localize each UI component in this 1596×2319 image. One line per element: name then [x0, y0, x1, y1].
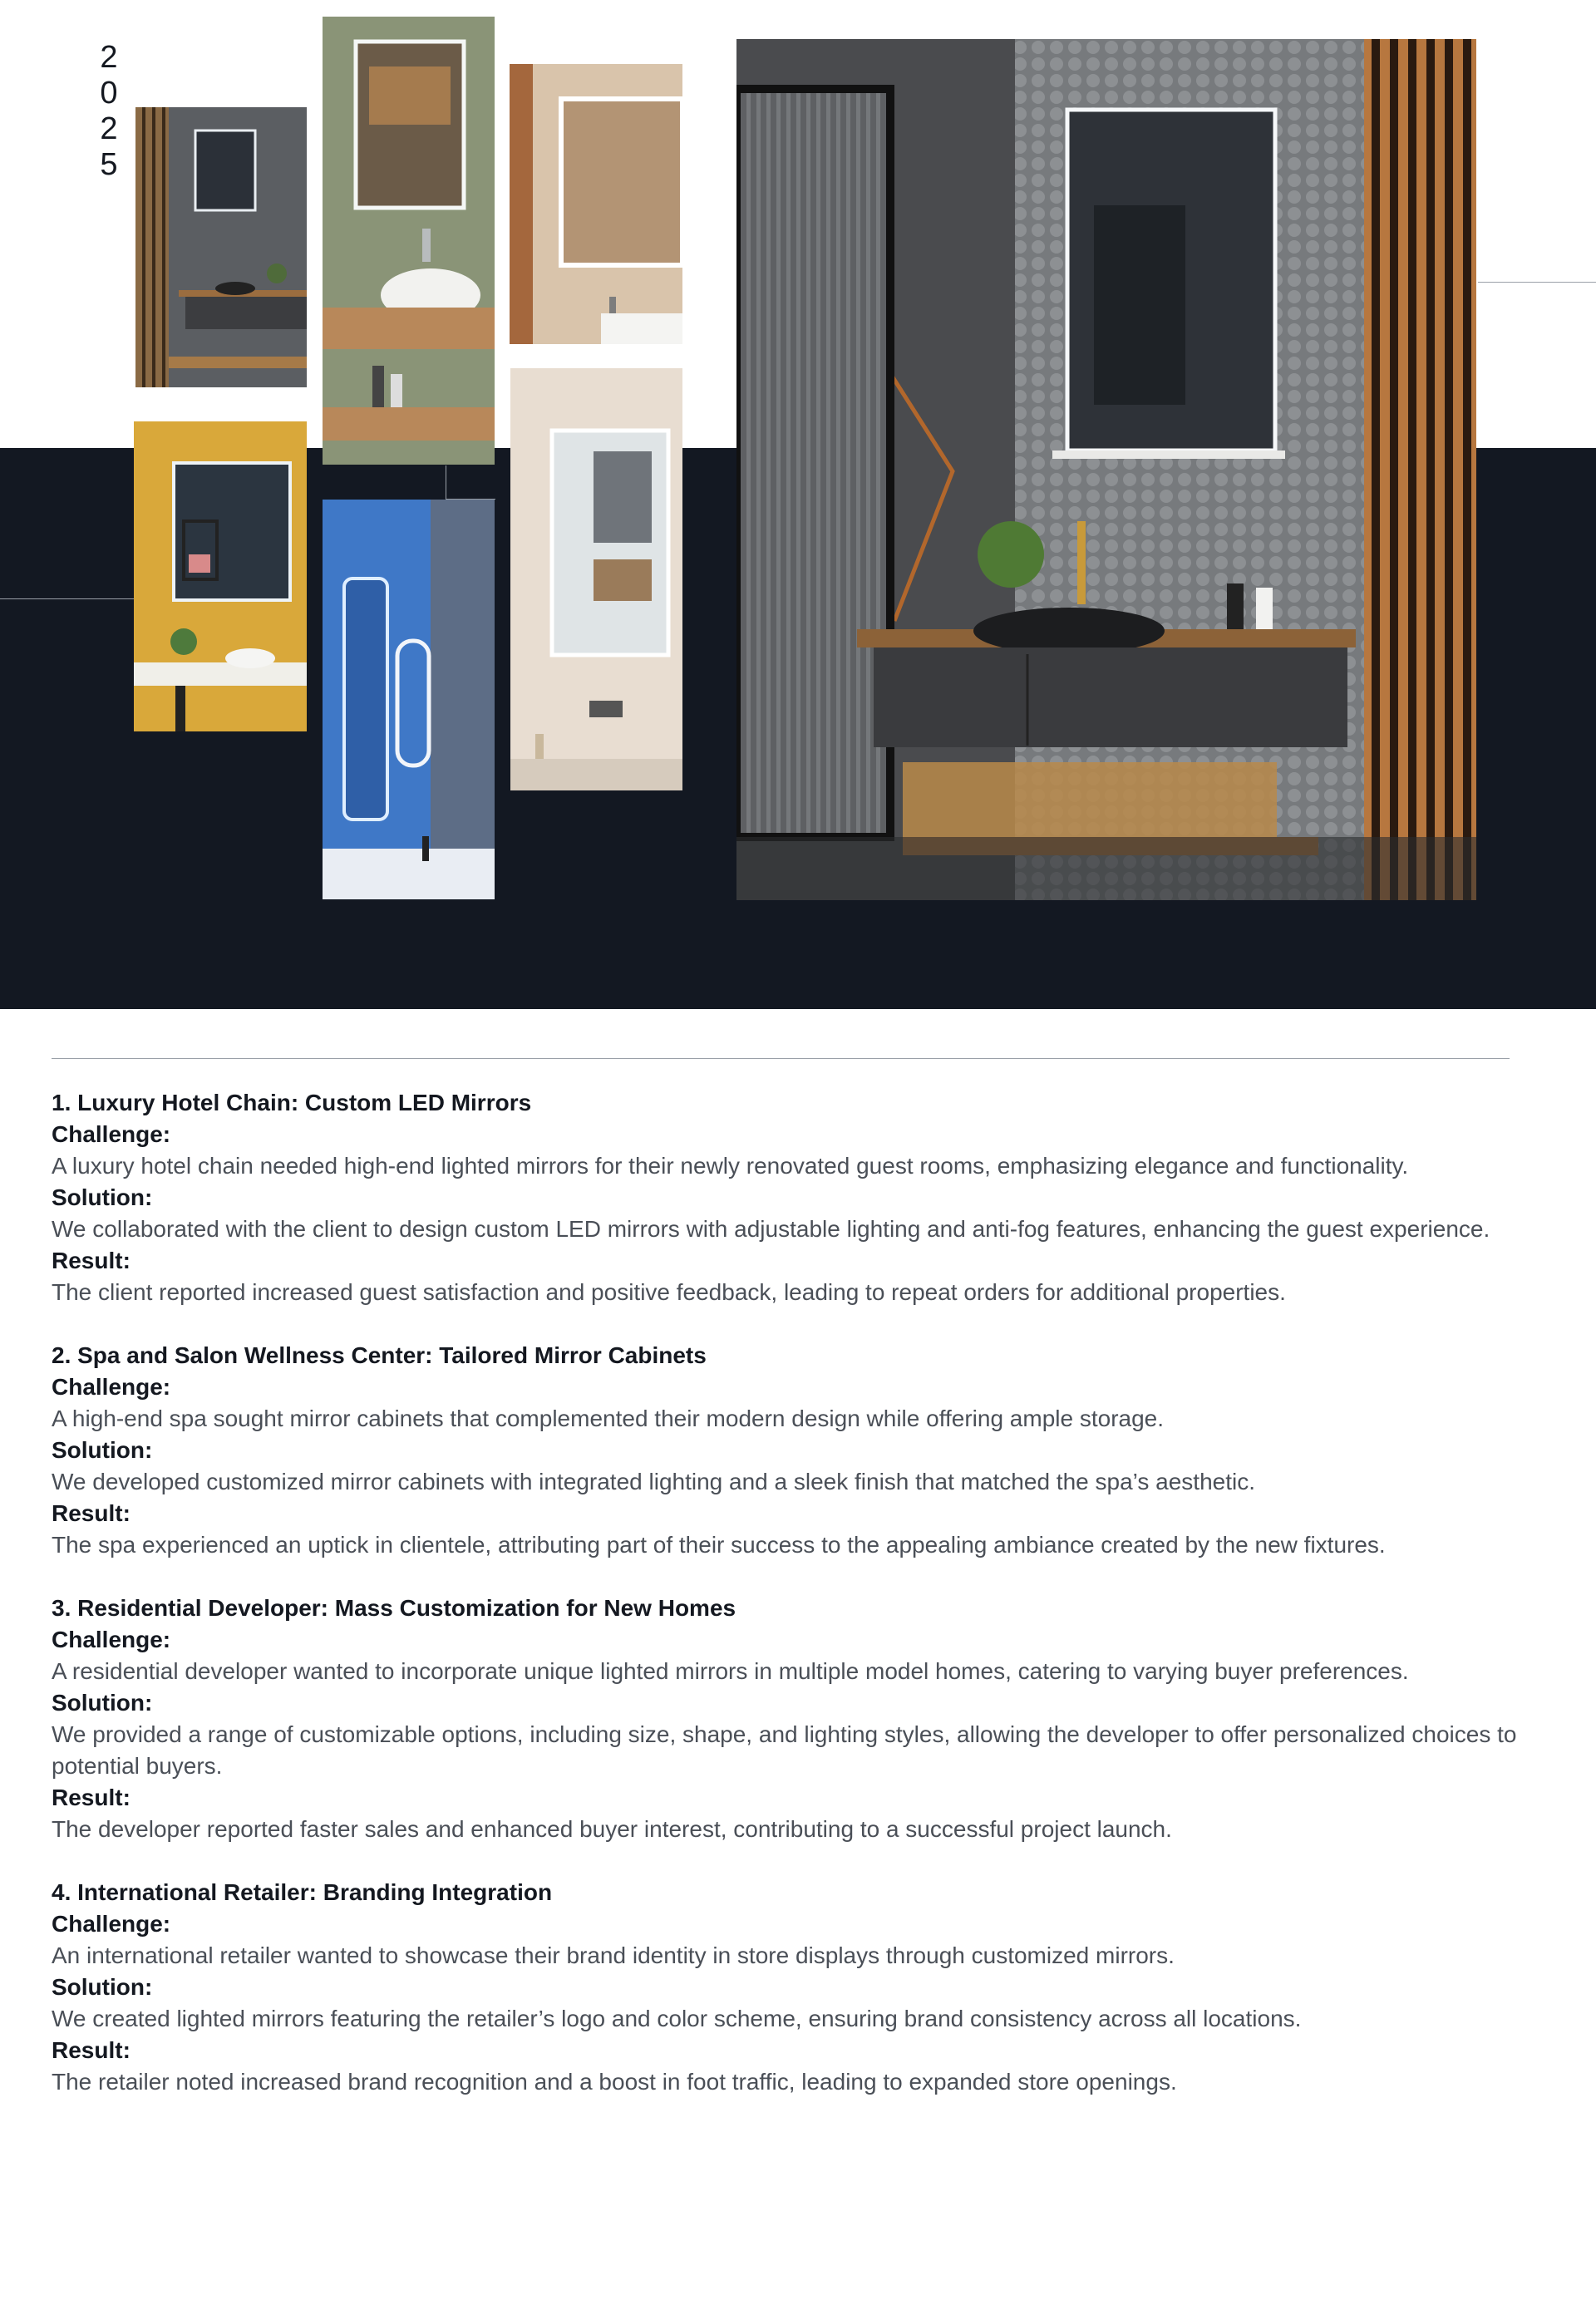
- solution-label: Solution:: [52, 1974, 153, 2000]
- solution-text: We developed customized mirror cabinets with integrated lighting and a sleek finish that matched the spa’s aesthetic.: [52, 1469, 1255, 1494]
- photo-frame-light-mirror: [510, 64, 682, 344]
- solution-label: Solution:: [52, 1437, 153, 1463]
- year-digit: 0: [100, 76, 118, 111]
- year-digit: 2: [100, 40, 118, 75]
- challenge-label: Challenge:: [52, 1627, 171, 1652]
- photo-white-cabinet-window: [510, 368, 682, 790]
- result-label: Result:: [52, 2037, 131, 2063]
- result-label: Result:: [52, 1248, 131, 1273]
- year-digit: 2: [100, 111, 118, 146]
- result-text: The developer reported faster sales and enhanced buyer interest, contributing to a successful project launch.: [52, 1816, 1172, 1842]
- divider-right: [1478, 282, 1596, 283]
- divider-left: [0, 598, 135, 599]
- case-study: [52, 1877, 1531, 2098]
- result-text: The spa experienced an uptick in clientele, attributing part of their success to the appealing ambiance created by the new fixtures.: [52, 1532, 1386, 1558]
- result-text: The retailer noted increased brand recognition and a boost in foot traffic, leading to expanded store openings.: [52, 2069, 1177, 2095]
- photo-blue-led-mirror: [323, 500, 495, 899]
- photo-green-wall-mirror: [323, 17, 495, 465]
- case-title: 4. International Retailer: Branding Integration: [52, 1879, 553, 1905]
- photo-hero-hex-tile-bathroom: [736, 39, 1476, 900]
- challenge-text: An international retailer wanted to showcase their brand identity in store displays through customized mirrors.: [52, 1942, 1175, 1968]
- case-studies: [52, 1087, 1531, 2129]
- challenge-label: Challenge:: [52, 1374, 171, 1400]
- solution-text: We provided a range of customizable options, including size, shape, and lighting styles, allowing the developer to offer personalized choices to potential buyers.: [52, 1721, 1517, 1779]
- content-rule: [52, 1058, 1510, 1059]
- challenge-text: A residential developer wanted to incorporate unique lighted mirrors in multiple model homes, catering to varying buyer preferences.: [52, 1658, 1409, 1684]
- photo-yellow-tile-cabinet: [134, 421, 307, 731]
- result-label: Result:: [52, 1500, 131, 1526]
- challenge-label: Challenge:: [52, 1121, 171, 1147]
- solution-text: We collaborated with the client to design custom LED mirrors with adjustable lighting and anti-fog features, enhancing the guest experience.: [52, 1216, 1490, 1242]
- year-digit: 5: [100, 147, 118, 182]
- case-study: [52, 1087, 1531, 1308]
- challenge-text: A luxury hotel chain needed high-end lighted mirrors for their newly renovated guest rooms, emphasizing elegance and functionality.: [52, 1153, 1409, 1179]
- case-study: [52, 1340, 1531, 1561]
- solution-label: Solution:: [52, 1184, 153, 1210]
- photo-black-hex-bathroom-small: [135, 107, 307, 387]
- solution-text: We created lighted mirrors featuring the retailer’s logo and color scheme, ensuring brand consistency across all locations.: [52, 2006, 1302, 2031]
- solution-label: Solution:: [52, 1690, 153, 1716]
- case-title: 2. Spa and Salon Wellness Center: Tailored Mirror Cabinets: [52, 1342, 707, 1368]
- challenge-label: Challenge:: [52, 1911, 171, 1937]
- result-text: The client reported increased guest satisfaction and positive feedback, leading to repeat orders for additional properties.: [52, 1279, 1286, 1305]
- result-label: Result:: [52, 1785, 131, 1810]
- case-title: 3. Residential Developer: Mass Customization for New Homes: [52, 1595, 736, 1621]
- year-label: [96, 40, 121, 183]
- case-study: [52, 1593, 1531, 1845]
- challenge-text: A high-end spa sought mirror cabinets that complemented their modern design while offering ample storage.: [52, 1406, 1165, 1431]
- case-title: 1. Luxury Hotel Chain: Custom LED Mirrors: [52, 1090, 532, 1115]
